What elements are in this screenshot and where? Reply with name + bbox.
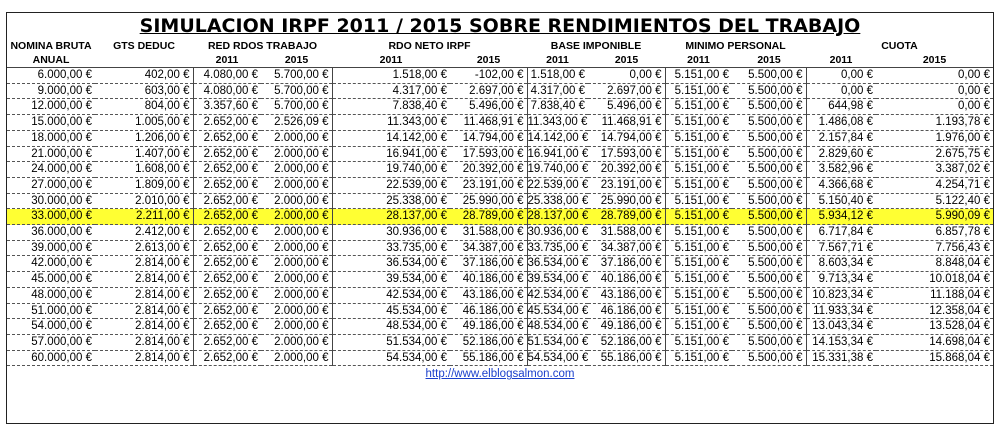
table-cell: 1.518,00 € [332,68,450,84]
table-cell: -102,00 € [450,68,527,84]
footer [7,367,993,382]
table-row [7,225,993,241]
table-row [7,303,993,319]
table-row [7,115,993,131]
table-cell: 8.603,34 € [806,256,876,272]
table-cell: 45.000,00 € [7,272,95,288]
table-cell: 1.518,00 € [527,68,588,84]
header-year-2015: 2015 [284,54,309,66]
table-cell: 1.976,00 € [876,130,993,146]
table-cell: 7.838,40 € [527,99,588,115]
table-cell: 6.717,84 € [806,225,876,241]
table-row [7,287,993,303]
table-cell: 55.186,00 € [588,350,665,366]
table-cell: 13.043,34 € [806,319,876,335]
table-cell: 33.735,00 € [527,240,588,256]
table-cell: 2.814,00 € [95,303,193,319]
table-cell: 2.652,00 € [193,209,261,225]
table-cell: 5.151,00 € [665,209,732,225]
table-cell: 28.137,00 € [332,209,450,225]
table-cell: 27.000,00 € [7,177,95,193]
table-row [7,240,993,256]
table-cell: 2.652,00 € [193,272,261,288]
table-row [7,130,993,146]
table-cell: 54.534,00 € [332,350,450,366]
table-cell: 45.534,00 € [527,303,588,319]
table-cell: 5.500,00 € [732,130,806,146]
table-cell: 25.990,00 € [450,193,527,209]
table-cell: 2.652,00 € [193,146,261,162]
table-row [7,193,993,209]
table-cell: 13.528,04 € [876,319,993,335]
table-cell: 5.151,00 € [665,256,732,272]
table-cell: 2.000,00 € [261,162,332,178]
table-cell: 10.018,04 € [876,272,993,288]
table-cell: 6.000,00 € [7,68,95,84]
table-cell: 5.500,00 € [732,209,806,225]
table-cell: 11.933,34 € [806,303,876,319]
table-cell: 12.000,00 € [7,99,95,115]
table-cell: 5.934,12 € [806,209,876,225]
footer-link[interactable]: http://www.elblogsalmon.com [425,368,575,381]
table-cell: 2.000,00 € [261,177,332,193]
table-cell: 2.697,00 € [588,83,665,99]
table-cell: 14.142,00 € [332,130,450,146]
table-row [7,177,993,193]
table-cell: 3.387,02 € [876,162,993,178]
table-cell: 7.756,43 € [876,240,993,256]
table-cell: 19.740,00 € [332,162,450,178]
table-cell: 2.000,00 € [261,256,332,272]
table-cell: 5.151,00 € [665,240,732,256]
table-row [7,272,993,288]
table-cell: 5.500,00 € [732,334,806,350]
table-body [7,68,993,366]
table-cell: 31.588,00 € [450,225,527,241]
table-cell: 2.000,00 € [261,350,332,366]
table-cell: 5.122,40 € [876,193,993,209]
table-cell: 5.500,00 € [732,177,806,193]
table-cell: 2.000,00 € [261,209,332,225]
table-cell: 57.000,00 € [7,334,95,350]
table-cell: 31.588,00 € [588,225,665,241]
header-year-2015: 2015 [614,54,639,66]
table-cell: 48.000,00 € [7,287,95,303]
table-cell: 15.000,00 € [7,115,95,131]
header-minimo: MINIMO PERSONAL [685,40,786,52]
table-cell: 43.186,00 € [450,287,527,303]
table-cell: 5.700,00 € [261,83,332,99]
table-cell: 5.151,00 € [665,177,732,193]
header-gts: GTS DEDUC [113,40,175,52]
table-cell: 46.186,00 € [588,303,665,319]
table-cell: 6.857,78 € [876,225,993,241]
header-year-2011: 2011 [215,54,239,66]
table-cell: 51.534,00 € [527,334,588,350]
table-cell: 16.941,00 € [332,146,450,162]
header-base: BASE IMPONIBLE [550,40,642,52]
table-cell: 30.936,00 € [527,225,588,241]
table-cell: 2.652,00 € [193,225,261,241]
table-cell: 5.151,00 € [665,193,732,209]
table-cell: 10.823,34 € [806,287,876,303]
header-anual: ANUAL [32,54,70,66]
table-cell: 37.186,00 € [588,256,665,272]
header-red: RED RDOS TRABAJO [207,40,318,52]
table-cell: 14.153,34 € [806,334,876,350]
table-cell: 644,98 € [806,99,876,115]
table-cell: 1.486,08 € [806,115,876,131]
table-cell: 25.338,00 € [527,193,588,209]
table-cell: 5.151,00 € [665,319,732,335]
table-cell: 22.539,00 € [332,177,450,193]
table-cell: 2.613,00 € [95,240,193,256]
table-cell: 20.392,00 € [588,162,665,178]
table-cell: 5.151,00 € [665,303,732,319]
table-cell: 40.186,00 € [450,272,527,288]
table-row [7,162,993,178]
table-cell: 2.010,00 € [95,193,193,209]
table-cell: 2.814,00 € [95,334,193,350]
table-cell: 2.652,00 € [193,177,261,193]
table-cell: 15.331,38 € [806,350,876,366]
table-cell: 36.000,00 € [7,225,95,241]
table-cell: 2.652,00 € [193,303,261,319]
table-cell: 34.387,00 € [588,240,665,256]
table-cell: 39.534,00 € [527,272,588,288]
table-cell: 5.500,00 € [732,162,806,178]
table-cell: 33.735,00 € [332,240,450,256]
table-cell: 2.675,75 € [876,146,993,162]
table-cell: 28.137,00 € [527,209,588,225]
irpf-table [7,39,993,366]
table-cell: 2.652,00 € [193,256,261,272]
table-cell: 5.500,00 € [732,99,806,115]
table-cell: 9.000,00 € [7,83,95,99]
table-cell: 39.534,00 € [332,272,450,288]
table-cell: 17.593,00 € [588,146,665,162]
table-cell: 5.500,00 € [732,319,806,335]
table-cell: 4.317,00 € [332,83,450,99]
table-cell: 5.990,09 € [876,209,993,225]
table-cell: 5.500,00 € [732,240,806,256]
table-cell: 1.206,00 € [95,130,193,146]
table-cell: 603,00 € [95,83,193,99]
table-cell: 16.941,00 € [527,146,588,162]
table-row [7,350,993,366]
header-year-2011: 2011 [829,54,853,66]
table-cell: 3.357,60 € [193,99,261,115]
table-cell: 2.652,00 € [193,334,261,350]
table-cell: 5.151,00 € [665,83,732,99]
table-cell: 5.151,00 € [665,287,732,303]
table-cell: 2.652,00 € [193,287,261,303]
table-cell: 0,00 € [806,83,876,99]
table-cell: 5.500,00 € [732,68,806,84]
table-cell: 24.000,00 € [7,162,95,178]
table-cell: 5.500,00 € [732,350,806,366]
header-row-2 [7,53,993,68]
table-cell: 11.343,00 € [527,115,588,131]
table-cell: 36.534,00 € [332,256,450,272]
table-cell: 2.000,00 € [261,225,332,241]
table-cell: 2.814,00 € [95,272,193,288]
header-year-2015: 2015 [922,54,947,66]
table-cell: 19.740,00 € [527,162,588,178]
table-cell: 54.534,00 € [527,350,588,366]
table-cell: 5.496,00 € [450,99,527,115]
header-rdo: RDO NETO IRPF [388,40,471,52]
table-cell: 5.151,00 € [665,68,732,84]
table-cell: 5.150,40 € [806,193,876,209]
table-cell: 2.814,00 € [95,319,193,335]
table-cell: 2.652,00 € [193,115,261,131]
header-year-2015: 2015 [476,54,501,66]
table-cell: 0,00 € [588,68,665,84]
table-cell: 40.186,00 € [588,272,665,288]
table-row [7,68,993,84]
header-year-2015: 2015 [757,54,781,66]
table-cell: 4.080,00 € [193,68,261,84]
table-cell: 2.000,00 € [261,193,332,209]
table-cell: 1.809,00 € [95,177,193,193]
table-cell: 30.936,00 € [332,225,450,241]
table-cell: 11.343,00 € [332,115,450,131]
table-cell: 5.700,00 € [261,99,332,115]
table-cell: 11.188,04 € [876,287,993,303]
table-cell: 60.000,00 € [7,350,95,366]
table-cell: 17.593,00 € [450,146,527,162]
table-row [7,83,993,99]
table-cell: 52.186,00 € [450,334,527,350]
table-cell: 51.000,00 € [7,303,95,319]
header-year-2011: 2011 [379,54,403,66]
table-cell: 2.652,00 € [193,319,261,335]
table-cell: 49.186,00 € [588,319,665,335]
table-cell: 0,00 € [806,68,876,84]
header-cuota: CUOTA [881,40,918,52]
table-cell: 2.000,00 € [261,303,332,319]
table-row [7,146,993,162]
table-cell: 48.534,00 € [527,319,588,335]
table-cell: 14.142,00 € [527,130,588,146]
table-cell: 28.789,00 € [588,209,665,225]
table-row [7,334,993,350]
table-cell: 34.387,00 € [450,240,527,256]
table-cell: 5.500,00 € [732,115,806,131]
table-cell: 36.534,00 € [527,256,588,272]
table-cell: 45.534,00 € [332,303,450,319]
table-cell: 11.468,91 € [450,115,527,131]
table-cell: 20.392,00 € [450,162,527,178]
table-cell: 0,00 € [876,68,993,84]
table-cell: 2.000,00 € [261,334,332,350]
table-cell: 49.186,00 € [450,319,527,335]
table-cell: 15.868,04 € [876,350,993,366]
table-cell: 28.789,00 € [450,209,527,225]
table-cell: 402,00 € [95,68,193,84]
table-cell: 2.814,00 € [95,287,193,303]
table-cell: 14.698,04 € [876,334,993,350]
table-cell: 5.151,00 € [665,146,732,162]
table-cell: 5.500,00 € [732,225,806,241]
table-cell: 22.539,00 € [527,177,588,193]
table-cell: 5.151,00 € [665,225,732,241]
table-cell: 4.366,68 € [806,177,876,193]
table-cell: 11.468,91 € [588,115,665,131]
table-cell: 2.412,00 € [95,225,193,241]
table-cell: 2.652,00 € [193,193,261,209]
table-cell: 5.151,00 € [665,272,732,288]
table-cell: 12.358,04 € [876,303,993,319]
table-cell: 39.000,00 € [7,240,95,256]
header-row-1 [7,39,993,53]
table-cell: 2.000,00 € [261,287,332,303]
table-cell: 5.500,00 € [732,83,806,99]
table-cell: 0,00 € [876,83,993,99]
table-cell: 2.000,00 € [261,240,332,256]
table-cell: 52.186,00 € [588,334,665,350]
table-cell: 7.838,40 € [332,99,450,115]
header-nomina: NOMINA BRUTA [10,40,92,52]
table-cell: 2.697,00 € [450,83,527,99]
table-cell: 55.186,00 € [450,350,527,366]
table-cell: 5.500,00 € [732,303,806,319]
table-cell: 5.151,00 € [665,99,732,115]
table-cell: 1.005,00 € [95,115,193,131]
table-cell: 804,00 € [95,99,193,115]
table-cell: 8.848,04 € [876,256,993,272]
table-cell: 54.000,00 € [7,319,95,335]
table-row [7,99,993,115]
table-cell: 1.608,00 € [95,162,193,178]
table-cell: 2.000,00 € [261,130,332,146]
table-cell: 23.191,00 € [450,177,527,193]
table-cell: 2.814,00 € [95,256,193,272]
table-cell: 21.000,00 € [7,146,95,162]
table-cell: 0,00 € [876,99,993,115]
table-cell: 3.582,96 € [806,162,876,178]
table-cell: 1.407,00 € [95,146,193,162]
table-cell: 4.317,00 € [527,83,588,99]
table-cell: 2.000,00 € [261,319,332,335]
table-cell: 5.500,00 € [732,287,806,303]
table-cell: 23.191,00 € [588,177,665,193]
table-cell: 51.534,00 € [332,334,450,350]
table-cell: 5.151,00 € [665,130,732,146]
table-cell: 5.500,00 € [732,193,806,209]
header-blank [95,53,193,68]
table-cell: 43.186,00 € [588,287,665,303]
table-cell: 4.080,00 € [193,83,261,99]
table-cell: 25.990,00 € [588,193,665,209]
table-cell: 5.500,00 € [732,256,806,272]
table-cell: 42.534,00 € [332,287,450,303]
table-cell: 4.254,71 € [876,177,993,193]
table-cell: 5.496,00 € [588,99,665,115]
table-cell: 42.534,00 € [527,287,588,303]
table-cell: 7.567,71 € [806,240,876,256]
page-title: SIMULACION IRPF 2011 / 2015 SOBRE RENDIMIENTOS DEL TRABAJO [139,15,861,37]
table-cell: 14.794,00 € [588,130,665,146]
table-row [7,319,993,335]
table-cell: 5.700,00 € [261,68,332,84]
table-cell: 2.652,00 € [193,240,261,256]
table-cell: 5.500,00 € [732,272,806,288]
table-cell: 2.526,09 € [261,115,332,131]
table-cell: 2.000,00 € [261,146,332,162]
table-cell: 42.000,00 € [7,256,95,272]
table-cell: 30.000,00 € [7,193,95,209]
table-cell: 5.500,00 € [732,146,806,162]
table-cell: 18.000,00 € [7,130,95,146]
table-cell: 2.652,00 € [193,350,261,366]
table-cell: 48.534,00 € [332,319,450,335]
table-cell: 2.814,00 € [95,350,193,366]
table-cell: 25.338,00 € [332,193,450,209]
table-cell: 14.794,00 € [450,130,527,146]
header-year-2011: 2011 [687,54,710,66]
table-cell: 2.652,00 € [193,162,261,178]
table-cell: 9.713,34 € [806,272,876,288]
table-cell: 37.186,00 € [450,256,527,272]
table-cell: 2.000,00 € [261,272,332,288]
table-cell: 2.157,84 € [806,130,876,146]
table-cell: 5.151,00 € [665,115,732,131]
table-cell: 33.000,00 € [7,209,95,225]
table-row [7,256,993,272]
table-cell: 5.151,00 € [665,334,732,350]
table-row-highlighted [7,209,993,225]
header-year-2011: 2011 [546,54,569,66]
table-cell: 2.652,00 € [193,130,261,146]
table-cell: 46.186,00 € [450,303,527,319]
table-cell: 1.193,78 € [876,115,993,131]
table-cell: 2.829,60 € [806,146,876,162]
spreadsheet [6,12,994,424]
table-cell: 2.211,00 € [95,209,193,225]
table-cell: 5.151,00 € [665,162,732,178]
table-cell: 5.151,00 € [665,350,732,366]
